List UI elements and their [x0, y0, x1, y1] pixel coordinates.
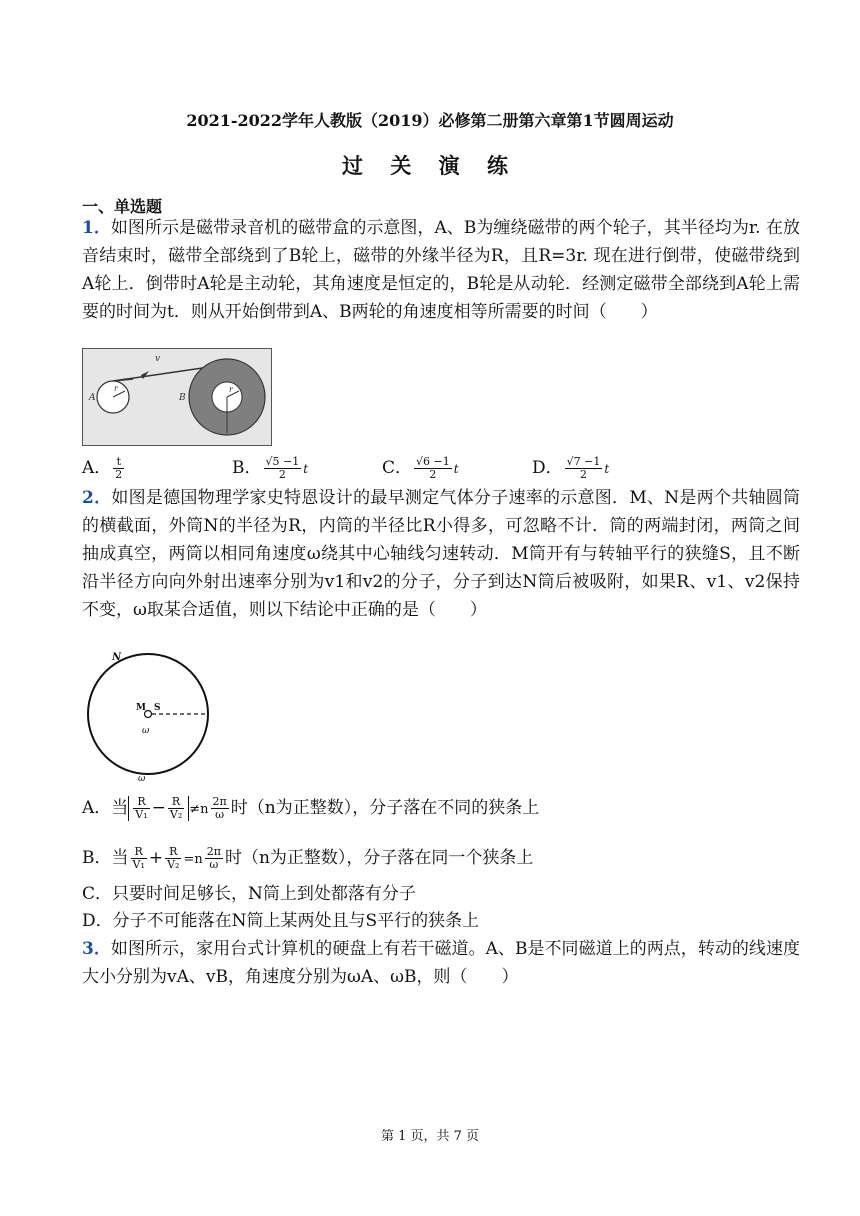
omega-outer-label: ω [138, 774, 146, 782]
outer-cylinder-label: N [112, 652, 122, 663]
document-subtitle: 过 关 演 练 [342, 153, 518, 178]
radius-label-a: r [114, 384, 118, 393]
radius-label-b: r [229, 385, 233, 394]
q2-option-a: A．当 $\frac{R}{\text{V₁}}$ − $\frac{R}{\text{V₂}}$ ≠n $\frac{2\pi}{\omega}$ 时（n为正整数），分子落在不同的狭条上 [82, 795, 540, 821]
wheel-b-label: B [179, 393, 186, 403]
question-text: 如图所示是磁带录音机的磁带盒的示意图，A、B为缠绕磁带的两个轮子，其半径均为r. 在放音结束时，磁带全部绕到了B轮上，磁带的外缘半径为R，且R=3r. 现在进行倒带，使磁带绕到A轮上．倒带时A轮是主动轮，其角速度是恒定的，B轮是从动轮．经测定磁带全部绕到A轮上需要的时间为t．则从开始倒带到A、B两轮的角速度相等所需要的时间（ ） [82, 218, 800, 322]
slit-label: S [154, 703, 161, 713]
question-number: 3． [82, 939, 111, 959]
q1-option-a: A． $\frac{t}{2}$ [82, 455, 123, 481]
question-3 [82, 935, 800, 991]
omega-inner-label: ω [142, 726, 150, 736]
stern-diagram [82, 650, 212, 782]
section-heading: 一、单选题 [82, 197, 163, 216]
q1-option-b: B． $\frac{√5 -1}{2}$ t [232, 455, 309, 481]
velocity-label: v [155, 354, 161, 364]
question-number: 2． [82, 488, 112, 508]
q1-option-c: C． $\frac{√6 -1}{2}$ t [382, 455, 459, 481]
q2-option-c: C．只要时间足够长，N筒上到处都落有分子 [82, 884, 416, 904]
wheel-a-label: A [89, 393, 96, 403]
stern-experiment-figure [82, 650, 212, 782]
document-title: 2021-2022学年人教版（2019）必修第二册第六章第1节圆周运动 [186, 111, 674, 130]
tape-reel-figure [82, 348, 272, 446]
question-text: 如图是德国物理学家史特恩设计的最早测定气体分子速率的示意图．M、N是两个共轴圆筒的横截面，外筒N的半径为R，内筒的半径比R小得多，可忽略不计．筒的两端封闭，两筒之间抽成真空，两筒以相同角速度ω绕其中心轴线匀速转动．M筒开有与转轴平行的狭缝S，且不断沿半径方向向外射出速率分别为v1和v2的分子，分子到达N筒后被吸附，如果R、v1、v2保持不变，ω取某合适值，则以下结论中正确的是（ ） [82, 488, 800, 620]
page-footer: 第 1 页，共 7 页 [380, 1129, 480, 1144]
inner-cylinder-label: M [136, 703, 146, 713]
tape-reel-diagram [83, 349, 271, 445]
q1-option-d: D． $\frac{√7 -1}{2}$ t [532, 455, 610, 481]
q2-option-d: D．分子不可能落在N筒上某两处且与S平行的狭条上 [82, 911, 480, 931]
q2-option-b: B．当 $\frac{R}{\text{V₁}}$ + $\frac{R}{\text{V₂}}$ =n $\frac{2\pi}{\omega}$ 时（n为正整数），分子落在同一个狭条上 [82, 845, 534, 871]
question-1 [82, 214, 800, 326]
question-text: 如图所示，家用台式计算机的硬盘上有若干磁道。A、B是不同磁道上的两点，转动的线速度大小分别为vA、vB，角速度分别为ωA、ωB，则（ ） [82, 939, 800, 987]
question-2 [82, 484, 800, 624]
question-number: 1． [82, 218, 111, 238]
